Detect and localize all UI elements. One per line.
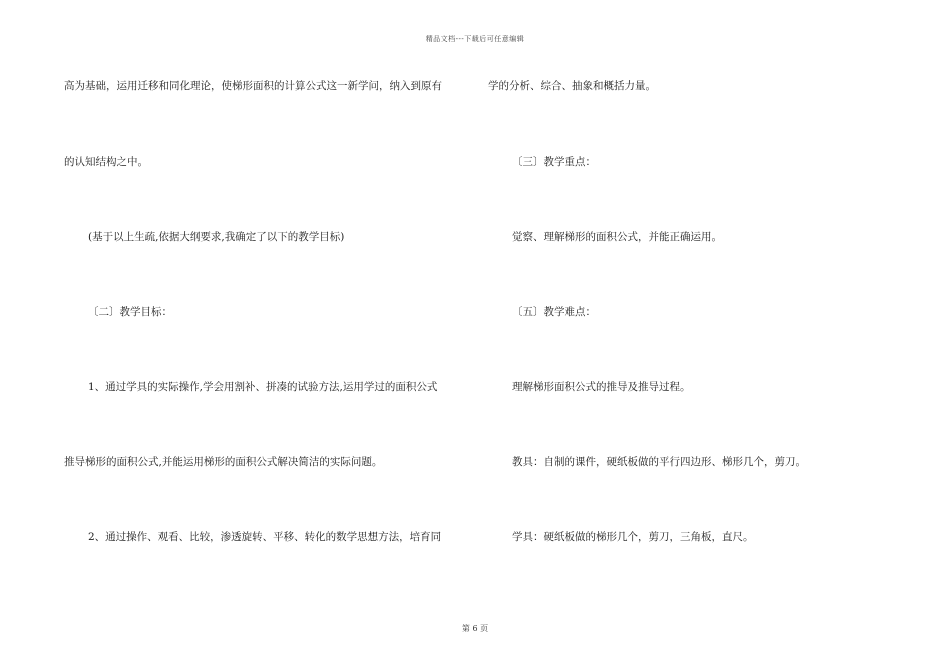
- right-line-1: 学的分析、综合、抽象和概括力量。: [488, 80, 656, 92]
- left-line-6: 推导梯形的面积公式,并能运用梯形的面积公式解决简洁的实际问题。: [64, 456, 383, 468]
- left-line-2: 的认知结构之中。: [64, 156, 148, 168]
- section-heading-objectives: 〔二〕教学目标：: [88, 306, 172, 318]
- left-line-5: 1、通过学具的实际操作,学会用割补、拼凑的试验方法,运用学过的面积公式: [88, 381, 438, 393]
- left-line-7: 2、通过操作、观看、比较，渗透旋转、平移、转化的数学思想方法，培育同: [88, 531, 442, 543]
- left-line-1: 高为基础，运用迁移和同化理论，使梯形面积的计算公式这一新学问，纳入到原有: [64, 80, 442, 92]
- right-line-3: 觉察、理解梯形的面积公式，并能正确运用。: [512, 231, 722, 243]
- teaching-aids-line: 教具：自制的课件，硬纸板做的平行四边形、梯形几个，剪刀。: [512, 456, 806, 468]
- section-heading-difficulties: 〔五〕教学难点：: [512, 306, 596, 318]
- page-header: 精品文档---下载后可任意编辑: [425, 35, 525, 43]
- left-line-3: (基于以上生疏,依据大纲要求,我确定了以下的教学目标): [88, 231, 345, 243]
- section-heading-key-points: 〔三〕教学重点：: [512, 156, 596, 168]
- page-number: 第 6 页: [461, 624, 489, 633]
- learning-aids-line: 学具：硬纸板做的梯形几个，剪刀，三角板，直尺。: [512, 531, 754, 543]
- right-line-5: 理解梯形面积公式的推导及推导过程。: [512, 381, 691, 393]
